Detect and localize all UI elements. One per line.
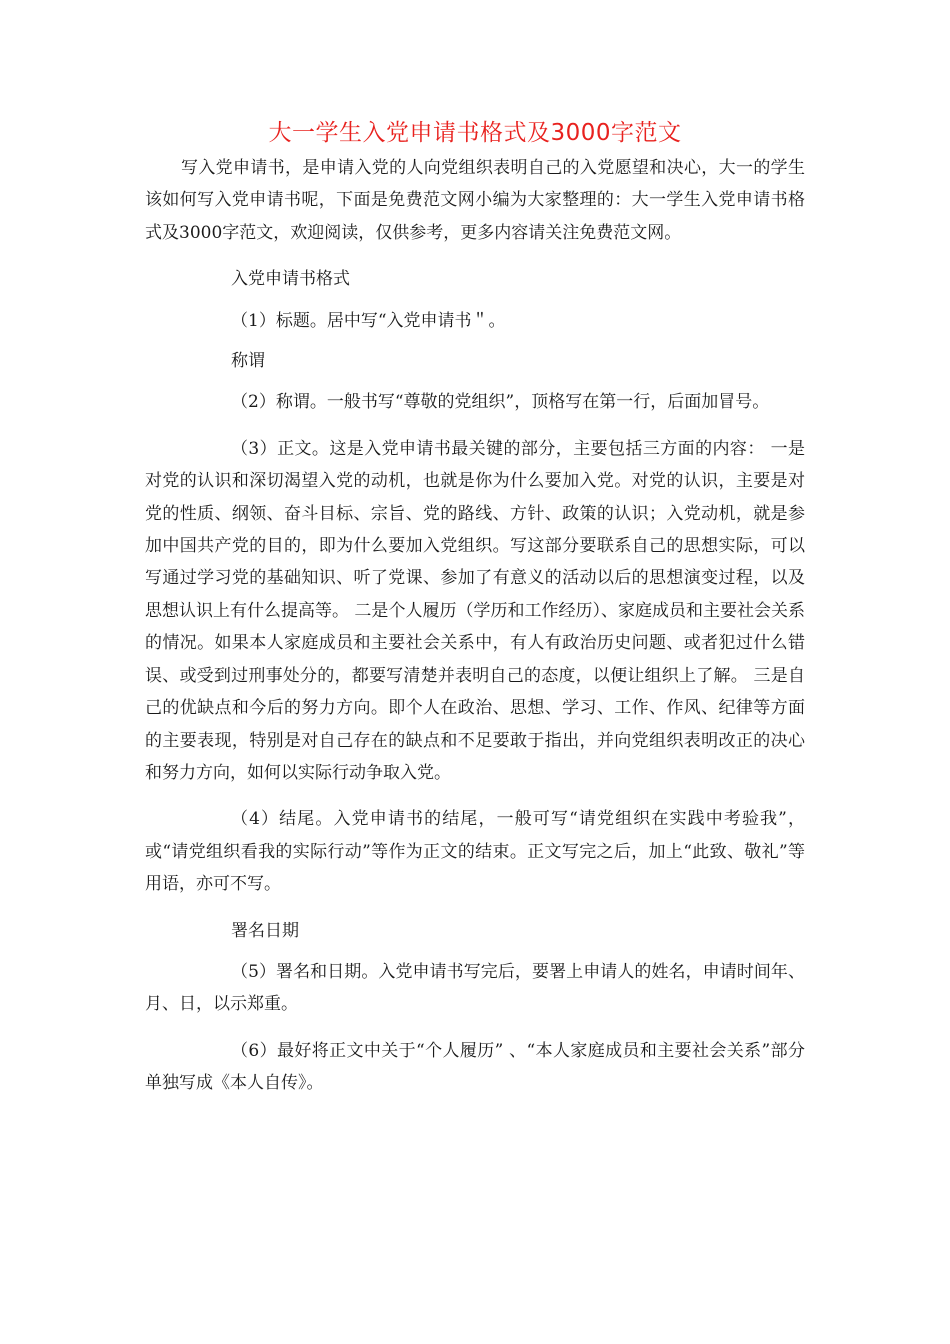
item-3-paragraph: （3）正文。这是入党申请书最关键的部分，主要包括三方面的内容： 一是对党的认识和深切渴望入党的动机，也就是你为什么要加入党。对党的认识，主要是对党的性质、纲领、奋斗目标、宗旨、党的路线、方针、政策的认识；入党动机，就是参加中国共产党的目的，即为什么要加入党组织。写这部分要联系自己的思想实际，可以写通过学习党的基础知识、听了党课、参加了有意义的活动以后的思想演变过程，以及思想认识上有什么提高等。 二是个人履历（学历和工作经历）、家庭成员和主要社会关系的情况。如果本人家庭成员和主要社会关系中，有人有政治历史问题、或者犯过什么错误、或受到过刑事处分的，都要写清楚并表明自己的态度，以便让组织上了解。 三是自己的优缺点和今后的努力方向。即个人在政治、思想、学习、工作、作风、纪律等方面的主要表现，特别是对自己存在的缺点和不足要敢于指出，并向党组织表明改正的决心和努力方向，如何以实际行动争取入党。 xyxy=(145,438,805,783)
item-6-paragraph: （6）最好将正文中关于“个人履历” 、“本人家庭成员和主要社会关系”部分单独写成《本人自传》。 xyxy=(145,1040,805,1094)
item-2-paragraph: （2）称谓。一般书写“尊敬的党组织”，顶格写在第一行，后面加冒号。 xyxy=(231,392,770,413)
item-4-paragraph: （4）结尾。入党申请书的结尾，一般可写“请党组织在实践中考验我”，或“请党组织看我的实际行动”等作为正文的结束。正文写完之后，加上“此致、敬礼”等用语，亦可不写。 xyxy=(145,809,805,895)
intro-paragraph: 写入党申请书，是申请入党的人向党组织表明自己的入党愿望和决心，大一的学生该如何写入党申请书呢，下面是免费范文网小编为大家整理的：大一学生入党申请书格式及3000字范文，欢迎阅读，仅供参考，更多内容请关注免费范文网。 xyxy=(145,158,805,243)
signature-heading: 署名日期 xyxy=(231,920,299,941)
item-1-paragraph: （1）标题。居中写“入党申请书＂。 xyxy=(231,310,506,331)
document-body xyxy=(145,152,805,1100)
item-5-paragraph: （5）署名和日期。入党申请书写完后，要署上申请人的姓名，申请时间年、月、日，以示郑重。 xyxy=(145,961,805,1015)
document-title: 大一学生入党申请书格式及3000字范文 xyxy=(268,120,682,146)
format-heading: 入党申请书格式 xyxy=(231,269,350,290)
salutation-heading: 称谓 xyxy=(231,351,265,372)
